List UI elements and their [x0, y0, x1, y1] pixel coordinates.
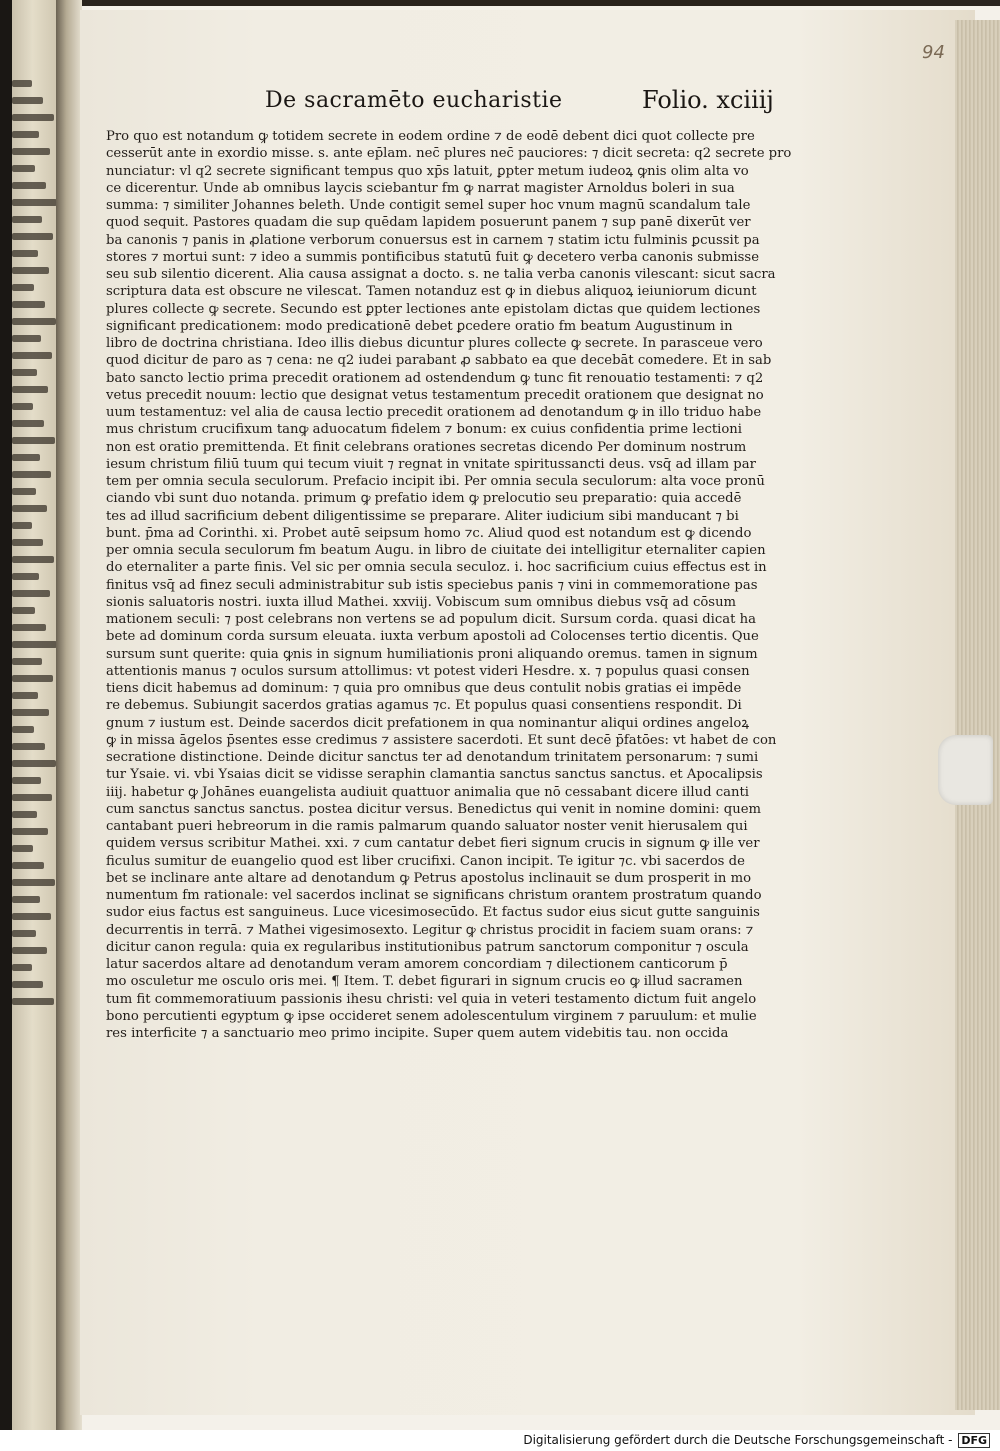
facing-page-text-fragment	[12, 913, 51, 920]
facing-page-text-fragment	[12, 845, 33, 852]
facing-page-text-fragment	[12, 522, 32, 529]
manuscript-folio-note: 94	[922, 42, 945, 63]
facing-page-text-fragment	[12, 658, 42, 665]
text-line: cum sanctus sanctus sanctus. postea dicitur versus. Benedictus qui venit in nomine domini: quem	[106, 801, 762, 817]
facing-page-text-fragment	[12, 131, 39, 138]
text-line: tes ad illud sacrificium debent diligentissime se preparare. Aliter iudicium sibi manducant ⁊ bi	[106, 508, 739, 524]
text-line: Pro quo est notandum ꝙ totidem secrete in eodem ordine ⁊ de eodē debent dici quot collecte pre	[106, 129, 755, 144]
text-line: ficulus sumitur de euangelio quod est liber crucifixi. Canon incipit. Te igitur ⁊c. vbi sacerdos de	[106, 853, 745, 869]
text-line: non est oratio premittenda. Et finit celebrans orationes secretas dicendo Per dominum nostrum	[106, 439, 747, 455]
facing-page-text-fragment	[12, 556, 54, 563]
facing-page-text-fragment	[12, 862, 44, 869]
page-stack-edges	[955, 20, 1000, 1410]
scan-frame-top	[0, 0, 1000, 6]
facing-page-text-fragment	[12, 896, 40, 903]
text-line: ba canonis ⁊ panis in ꝓlatione verborum conuersus est in carnem ⁊ statim ictu fulminis ꝑcussit pa	[106, 232, 760, 248]
text-line: finitus vsq̄ ad finez seculi administrabitur sub istis speciebus panis ⁊ vini in commemoratione pas	[106, 577, 758, 593]
text-line: uum testamentuz: vel alia de causa lectio precedit orationem ad denotandum ꝙ in illo triduo habe	[106, 405, 762, 420]
text-line: tem per omnia secula seculorum. Prefacio incipit ibi. Per omnia secula seculorum: alta voce pronū	[106, 474, 765, 489]
text-line: numentum fm rationale: vel sacerdos inclinat se significans christum orantem prostratum quando	[106, 888, 762, 903]
text-line: decurrentis in terrā. ⁊ Mathei vigesimosexto. Legitur ꝙ christus procidit in faciem suam orans: ⁊	[106, 922, 754, 938]
text-line: quod dicitur de paro as ⁊ cena: ne q2 iudei parabant ꝓ sabbato ea que decebāt comedere. Et in sab	[106, 353, 772, 369]
text-line: ciando vbi sunt duo notanda. primum ꝙ prefatio idem ꝙ prelocutio seu preparatio: quia accedē	[106, 491, 742, 507]
text-line: mationem seculi: ⁊ post celebrans non vertens se ad populum dicit. Sursum corda. quasi dicat ha	[106, 612, 756, 627]
facing-page-text-fragment	[12, 726, 34, 733]
facing-page-text-fragment	[12, 539, 43, 546]
text-line: mus christum crucifixum tanꝙ aduocatum fidelem ⁊ bonum: ex cuius confidentia prime lectioni	[106, 422, 743, 438]
facing-page-text-fragment	[12, 216, 42, 223]
facing-page-text-fragment	[12, 471, 51, 478]
text-line: iiij. habetur ꝙ Johānes euangelista audiuit quattuor animalia que nō cessabant dicere illud canti	[106, 784, 750, 800]
text-line: stores ⁊ mortui sunt: ⁊ ideo a summis pontificibus statutū fuit ꝙ decetero verba canonis submisse	[106, 249, 759, 265]
text-line: libro de doctrina christiana. Ideo illis diebus dicuntur plures collecte ꝙ secrete. In parasceue vero	[106, 336, 763, 351]
facing-page-text-fragment	[12, 607, 35, 614]
text-line: quidem versus scribitur Mathei. xxi. ⁊ cum cantatur debet fieri signum crucis in signum ꝙ ille ver	[106, 836, 760, 852]
text-line: gnum ⁊ iustum est. Deinde sacerdos dicit prefationem in qua nominantur aliqui ordines angeloꝝ	[106, 715, 749, 731]
facing-page-text-fragment	[12, 998, 54, 1005]
text-line: iesum christum filiū tuum qui tecum viuit ⁊ regnat in vnitate spiritussancti deus. vsq̄ ad illam par	[106, 456, 756, 472]
text-line: mo osculetur me osculo oris mei. ¶ Item. T. debet figurari in signum crucis eo ꝙ illud sacramen	[106, 974, 743, 990]
facing-page-text-fragment	[12, 828, 48, 835]
facing-page-text-fragment	[12, 675, 53, 682]
text-line: res interficite ⁊ a sanctuario meo primo incipite. Super quem autem videbitis tau. non occida	[106, 1026, 729, 1041]
text-line: tur Ysaie. vi. vbi Ysaias dicit se vidisse seraphin clamantia sanctus sanctus sanctus. et Apocalipsis	[106, 767, 763, 783]
facing-page-text-fragment	[12, 284, 34, 291]
facing-page-text-fragment	[12, 981, 43, 988]
text-line: bunt. p̄ma ad Corinthi. xi. Probet autē seipsum homo ⁊c. Aliud quod est notandum est ꝙ dicendo	[106, 525, 752, 541]
facing-page-edge	[12, 0, 58, 1430]
facing-page-text-fragment	[12, 879, 55, 886]
facing-page-text-fragment	[12, 505, 47, 512]
text-line: dicitur canon regula: quia ex regularibus institutionibus patrum sanctorum componitur ⁊ oscula	[106, 939, 749, 955]
text-line: nunciatur: vl̄ q2 secrete significant tempus quo xp̄s latuit, ꝑpter metum iudeoꝝ ꝙnis olim alta vo	[106, 163, 749, 179]
facing-page-text-fragment	[12, 80, 32, 87]
funding-footer	[523, 1433, 990, 1448]
text-line: secratione distinctione. Deinde dicitur sanctus ter ad denotandum trinitatem personarum: ⁊ sumi	[106, 750, 759, 765]
text-line: significant predicationem: modo predicationē debet ꝑcedere oratio fm beatum Augustinum in	[106, 318, 733, 334]
text-line: bato sancto lectio prima precedit orationem ad ostendendum ꝙ tunc fit renouatio testamenti: ⁊ q2	[106, 370, 764, 386]
scan-frame-left	[0, 0, 12, 1451]
text-line: tum fit commemoratiuum passionis ihesu christi: vel quia in veteri testamento dictum fuit angelo	[106, 991, 757, 1007]
facing-page-text-fragment	[12, 352, 52, 359]
text-line: summa: ⁊ similiter Johannes beleth. Unde contigit semel super hoc vnum magnū scandalum tale	[106, 198, 751, 213]
facing-page-text-fragment	[12, 437, 55, 444]
facing-page-text-fragment	[12, 590, 50, 597]
facing-page-text-fragment	[12, 709, 49, 716]
facing-page-text-fragment	[12, 114, 54, 121]
folio-number: Folio. xciiij	[642, 86, 774, 114]
running-head: De sacramēto eucharistie	[265, 88, 563, 113]
facing-page-text-fragment	[12, 369, 37, 376]
facing-page-text-fragment	[12, 760, 56, 767]
body-text	[106, 128, 792, 1042]
facing-page-text-fragment	[12, 794, 52, 801]
text-line: plures collecte ꝙ secrete. Secundo est ꝑpter lectiones ante epistolam dictas que quidem lectiones	[106, 301, 761, 317]
text-line: vetus precedit nouum: lectio que designat vetus testamentum precedit orationem que designat no	[106, 387, 764, 403]
facing-page-text-fragment	[12, 301, 45, 308]
facing-page-text-fragment	[12, 573, 39, 580]
facing-page-text-fragment	[12, 777, 41, 784]
facing-page-text-fragment	[12, 692, 38, 699]
facing-page-text-fragment	[12, 182, 46, 189]
text-line: sudor eius factus est sanguineus. Luce vicesimosecūdo. Et factus sudor eius sicut gutte sanguinis	[106, 905, 760, 921]
text-line: ꝙ in missa āgelos p̄sentes esse credimus ⁊ assistere sacerdoti. Et sunt decē p̄fatōes: vt habet de con	[106, 732, 777, 748]
text-line: bete ad dominum corda sursum eleuata. iuxta verbum apostoli ad Colocenses tertio dicentis. Que	[106, 629, 759, 645]
facing-page-text-fragment	[12, 947, 47, 954]
facing-page-text-fragment	[12, 386, 48, 393]
facing-page-text-fragment	[12, 97, 43, 104]
facing-page-text-fragment	[12, 743, 45, 750]
facing-page-text-fragment	[12, 250, 38, 257]
facing-page-text-fragment	[12, 403, 33, 410]
text-line: sursum sunt querite: quia ꝙnis in signum humiliationis proni aliquando oremus. tamen in signum	[106, 646, 758, 662]
facing-page-text-fragment	[12, 335, 41, 342]
text-line: attentionis manus ⁊ oculos sursum attollimus: vt potest videri Hesdre. x. ⁊ populus quasi consen	[106, 663, 750, 679]
book-gutter	[56, 0, 82, 1440]
text-line: bet se inclinare ante altare ad denotandum ꝙ Petrus apostolus inclinauit se dum prosperit in mo	[106, 870, 752, 886]
text-line: tiens dicit habemus ad dominum: ⁊ quia pro omnibus que deus contulit nobis gratias ei impēde	[106, 681, 742, 696]
facing-page-text-fragment	[12, 811, 37, 818]
text-line: do eternaliter a parte finis. Vel sic per omnia secula seculoz. i. hoc sacrificium cuius effectus est in	[106, 560, 767, 576]
footer-text: Digitalisierung gefördert durch die Deutsche Forschungsgemeinschaft -	[523, 1433, 953, 1447]
text-line: cesserūt ante in exordio misse. s. ante ep̄lam. nec̄ plures nec̄ pauciores: ⁊ dicit̄ secreta: q2 secrete pro	[106, 146, 792, 162]
text-line: latur sacerdos altare ad denotandum veram amorem concordiam ⁊ dilectionem canticorum p̄	[106, 957, 728, 972]
facing-page-text-fragment	[12, 165, 35, 172]
text-line: scriptura data est obscure ne vilescat. Tamen notanduz est ꝙ in diebus aliquoꝝ ieiuniorum dicunt̄	[106, 284, 757, 300]
text-line: bono percutienti egyptum ꝙ ipse occideret senem adolescentulum virginem ⁊ paruulum: et mulie	[106, 1008, 757, 1024]
facing-page-text-fragment	[12, 624, 46, 631]
facing-page-text-fragment	[12, 641, 57, 648]
text-line: re debemus. Subiungit sacerdos gratias agamus ⁊c. Et populus quasi consentiens respondit. Di	[106, 698, 742, 714]
facing-page-text-fragment	[12, 964, 32, 971]
facing-page-text-fragment	[12, 488, 36, 495]
facing-page-text-fragment	[12, 233, 53, 240]
dfg-logo: DFG	[958, 1433, 990, 1448]
text-line: seu sub silentio dicerent̄. Alia causa assignat̄ a docto. s. ne talia verba canonis vilescant: sicut sacra	[106, 267, 776, 282]
text-line: per omnia secula seculorum fm beatum Augu. in libro de ciuitate dei intelligitur eternaliter capien	[106, 543, 766, 558]
facing-page-text-fragment	[12, 148, 50, 155]
text-line: ce dicerentur. Unde ab omnibus laycis sciebantur fm ꝙ narrat magister Arnoldus boleri in sua	[106, 180, 735, 196]
facing-page-text-fragment	[12, 267, 49, 274]
facing-page-text-fragment	[12, 930, 36, 937]
page-tab-marker	[938, 735, 993, 805]
facing-page-text-fragment	[12, 454, 40, 461]
facing-page-text-fragment	[12, 318, 56, 325]
facing-page-text-fragment	[12, 420, 44, 427]
text-line: quod sequit̄. Pastores quadam die sup quēdam lapidem posuerunt panem ⁊ sup panē dixerūt ver	[106, 215, 751, 231]
facing-page-text-fragment	[12, 199, 57, 206]
text-line: cantabant pueri hebreorum in die ramis palmarum quando saluator noster venit hierusalem qui	[106, 819, 748, 834]
text-line: sionis saluatoris nostri. iuxta illud Mathei. xxviij. Vobiscum sum omnibus diebus vsq̄ ad cōsum	[106, 594, 737, 610]
